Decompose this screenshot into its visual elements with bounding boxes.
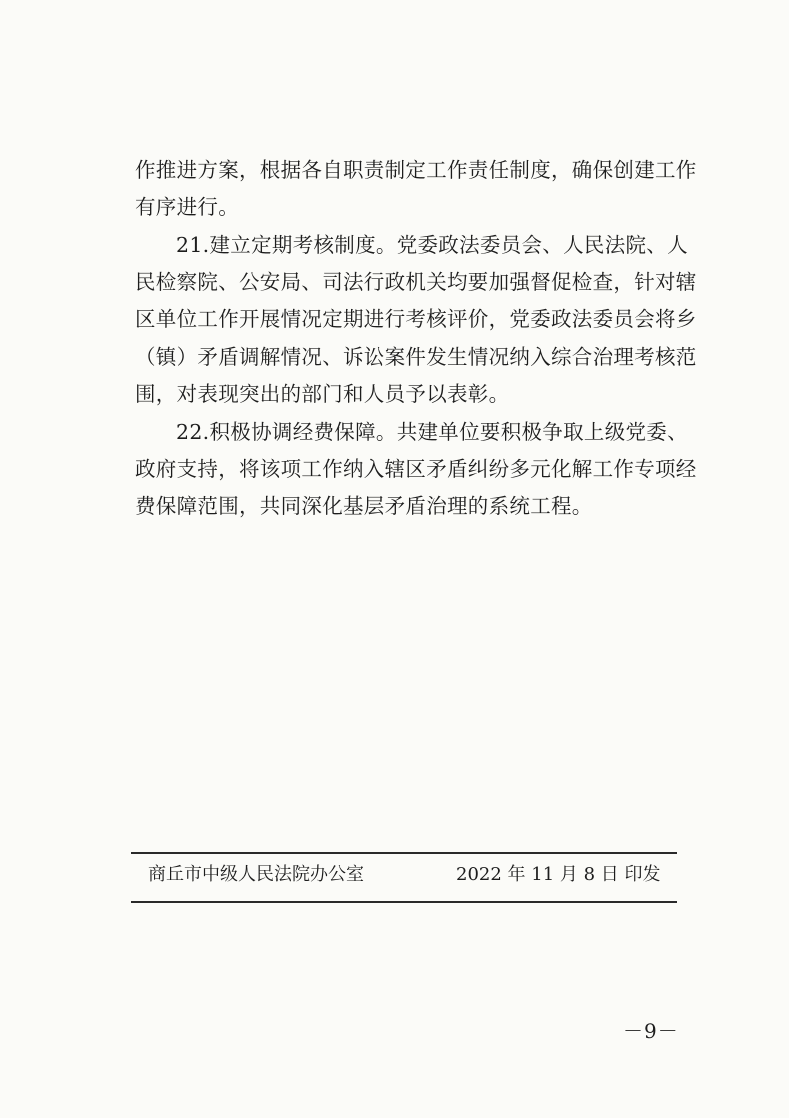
paragraph-21-line-4: （镇）矛盾调解情况、诉讼案件发生情况纳入综合治理考核范: [135, 345, 697, 369]
paragraph-22-line-1: 22.积极协调经费保障。共建单位要积极争取上级党委、: [176, 420, 688, 444]
body-line-1: 作推进方案，根据各自职责制定工作责任制度，确保创建工作: [135, 158, 697, 182]
paragraph-22-line-3: 费保障范围，共同深化基层矛盾治理的系统工程。: [135, 494, 593, 518]
issue-date: 2022 年 11 月 8 日 印发: [456, 864, 661, 885]
paragraph-21-line-3: 区单位工作开展情况定期进行考核评价，党委政法委员会将乡: [135, 307, 697, 331]
page-number: －9－: [623, 1019, 679, 1043]
footer-bottom-rule: [131, 901, 677, 903]
paragraph-21-line-2: 民检察院、公安局、司法行政机关均要加强督促检查，针对辖: [135, 270, 697, 294]
paragraph-21-line-5: 围，对表现突出的部门和人员予以表彰。: [135, 382, 510, 406]
paragraph-22-line-2: 政府支持，将该项工作纳入辖区矛盾纠纷多元化解工作专项经: [135, 457, 697, 481]
issuing-office: 商丘市中级人民法院办公室: [148, 864, 364, 885]
body-line-2: 有序进行。: [135, 195, 239, 219]
footer-top-rule: [131, 852, 677, 854]
paragraph-21-line-1: 21.建立定期考核制度。党委政法委员会、人民法院、人: [176, 233, 688, 257]
